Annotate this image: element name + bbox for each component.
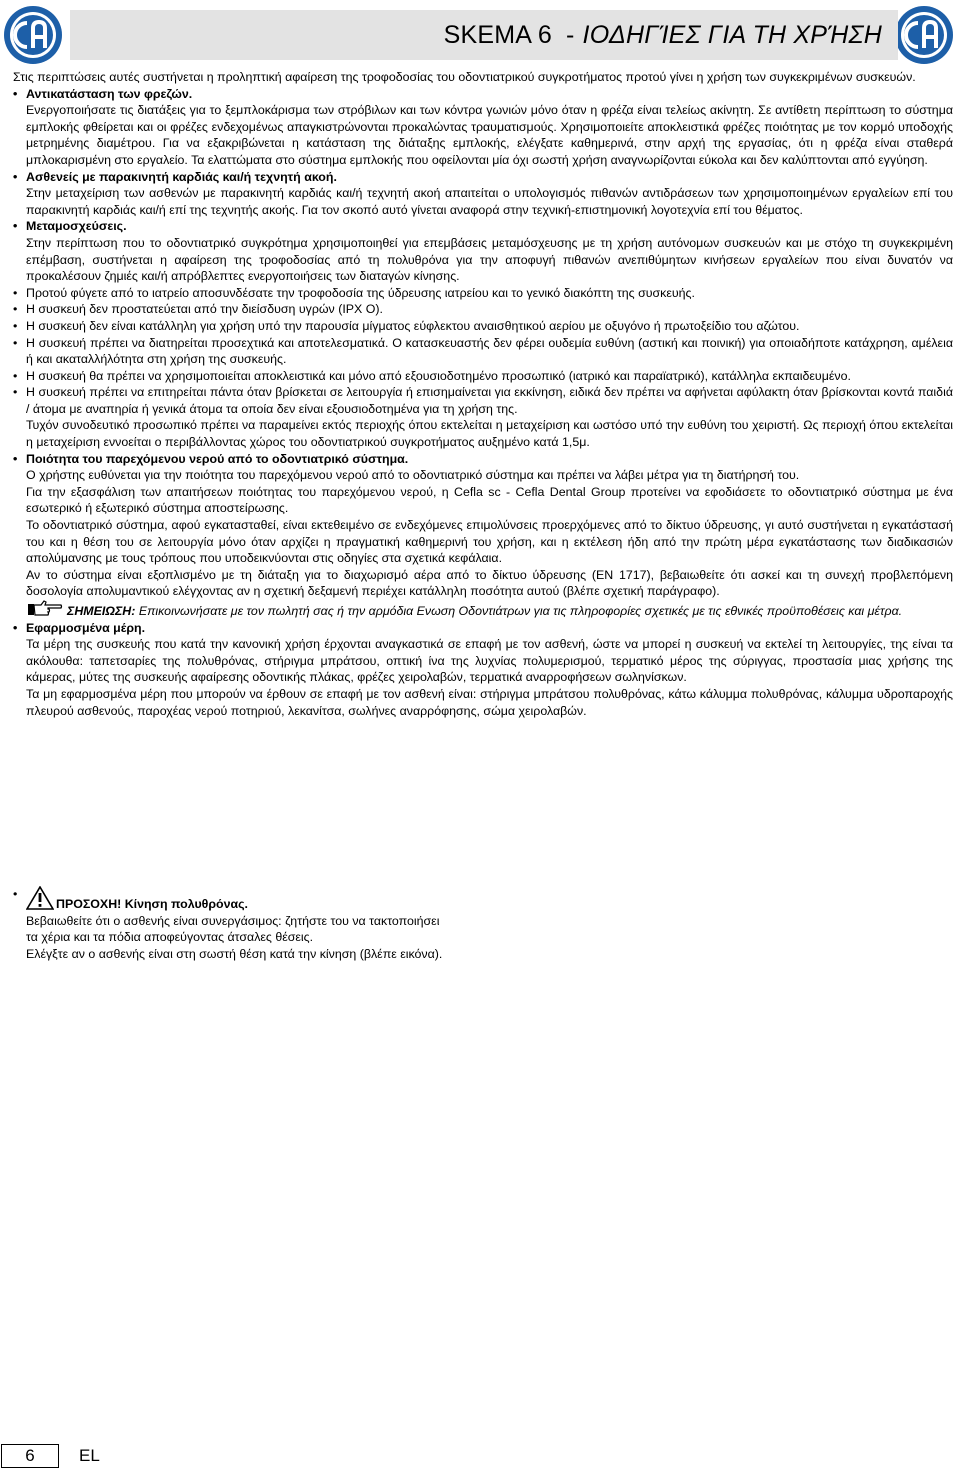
caution-line-1: Βεβαιωθείτε ότι ο ασθενής είναι συνεργάσιμος: ζητήστε του να τακτοποιήσει [26,913,440,928]
caution-title-line [13,886,713,913]
caution-title: ΠΡΟΣΟΧΗ! Κίνηση πολυθρόνας. [56,897,248,911]
section-title-pacemaker: • Ασθενείς με παρακινητή καρδιάς και/ή τεχνητή ακοή. [13,169,953,186]
bullet-staff: • Η συσκευή θα πρέπει να χρησιμοποιείται αποκλειστικά και μόνο από εξουσιοδοτημένο προσωπικό (ιατρικό και παραϊατρικό), κατάλληλα εκπαιδευμένο. [13,368,953,385]
page-number: 6 [1,1444,59,1468]
page-title-bar [70,10,898,60]
pointing-hand-icon [27,600,63,618]
section-text-burs: Ενεργοποιήσατε τις διατάξεις για το ξεμπλοκάρισμα των στρόβιλων και των κόντρα γωνιών μόνο όταν η φρέζα είναι τελείως ακίνητη. Σε αντίθετη περίπτωση το σύστημα εμπλοκής φθείρεται και οι φρέζες ενδεχομένως απαγκιστρώνονται προκαλώντας τραυματισμούς. Χρησιμοποιείτε αποκλειστικά φρέζες ποιότητας με τον κορμό υποδοχής μετρημένης διαμέτρου. Για να εξακριβώνεται η κατάσταση της διάταξης εμπλοκής, ελέγξατε καθημερινά, στην αρχή της εργασίας, ότι η φρέζα είναι σταθερά μπλοκαρισμένη στο εργαλείο. Τα ελαττώματα στο σύστημα εμπλοκής που οφείλονται μία όχι σωστή χρήση αναγνωρίζονται εύκολα και δεν καλύπτονται από εγγύηση. [26,103,953,167]
page-footer [1,1442,100,1469]
applied-parts-paragraph-1: Τα μέρη της συσκευής που κατά την κανονική χρήση έρχονται αναγκαστικά σε επαφή με τον ασθενή, ώστε να μπορεί η συσκευή να εκτελεί τη λειτουργίες, της είναι τα ακόλουθα: ταπετσαρίες της πολυθρόνας, στήριγμα μπράτσου, οπτική ίνα της λυχνίας πολυμερισμού, τερματικό μέρος της σύριγγας, προστασία μιας χρήσης της κάμερας, μύτες της συσκευής αφαίρεσης οδοντικής πλάκας, φρέζες χειρολαβών, τερματικά αναρροφήσεων σωληνίσκων. [26,637,953,685]
section-title-water: • Ποιότητα του παρεχόμενου νερού από το οδοντιατρικό σύστημα. [13,451,953,468]
caution-line-3: Ελέγξτε αν ο ασθενής είναι στη σωστή θέση κατά την κίνηση (βλέπε εικόνα). [26,946,443,961]
main-content [13,69,953,719]
intro-paragraph: Στις περιπτώσεις αυτές συστήνεται η προληπτική αφαίρεση της τροφοδοσίας του οδοντιατρικού συγκροτήματος προτού γίνει η χρήση των συγκεκριμένων συσκευών. [13,70,916,84]
caution-block [13,886,713,962]
bullet-maintenance: • Η συσκευή πρέπει να διατηρείται προσεχτικά και αποτελεσματικά. Ο κατασκευαστής δεν φέρει ουδεμία ευθύνη (αστική και ποινική) για οποιαδήποτε κατάχρηση, αμέλεια ή και ακαταλλήλότητα στη χρήση της συσκευής. [13,335,953,368]
water-paragraph-4: Αν το σύστημα είναι εξοπλισμένο με τη διάταξη για το διαχωρισμό αέρα από το δίκτυο ύδρευσης (EN 1717), βεβαιωθείτε ότι ασκεί και τη συνεχή προβλεπόμενη δοσολογία απολυμαντικού ελέγχοντας αν η σχετική δεξαμενή περιέχει κατάλληλη ποσότητα αυτού (βλέπε σχετική παράγραφο). [26,567,953,599]
note-label: ΣΗΜΕΙΩΣΗ: [67,604,136,618]
bullet-anaesthetic: • Η συσκευή δεν είναι κατάλληλη για χρήση υπό την παρουσία μίγματος εύφλεκτου αναισθητικού αερίου με οξυγόνο ή πρωτοξείδιο του αζώτου. [13,318,953,335]
section-title-burs: • Αντικατάσταση των φρεζών. [13,86,953,103]
page-title: SKEMA 6 [443,20,553,49]
bullet-ipx0: • Η συσκευή δεν προστατεύεται από την διείσδυση υγρών (IPX O). [13,301,953,318]
language-code: EL [79,1445,100,1465]
cefla-logo-left [2,4,64,66]
warning-triangle-icon [26,886,54,910]
cefla-logo-right [893,4,955,66]
supervision-continuation: Τυχόν συνοδευτικό προσωπικό πρέπει να παραμείνει εκτός περιοχής όπου εκτελείται η μεταχείριση και ωστόσο υπό την ευθύνη του χειριστή. Ως περιοχή όπου εκτελείται η μεταχείριση εννοείται ο περιβάλλοντας χώρος του οδοντιατρικού συγκροτήματος αυξημένο κατά 1,5μ. [26,418,953,450]
title-separator: - [566,20,575,49]
note-block [13,600,953,620]
bullet-supervision: • Η συσκευή πρέπει να επιτηρείται πάντα όταν βρίσκεται σε λειτουργία ή επισημαίνεται για εκκίνηση, ειδικά δεν πρέπει να αφήνεται αφύλακτη όταν βρίσκονται κοντά παιδιά / άτομα με αναπηρία ή γενικά άτομα τα οποία δεν είναι εξουσιοδοτημένα για τη χρήση της. [13,384,953,417]
applied-parts-paragraph-2: Τα μη εφαρμοσμένα μέρη που μπορούν να έρθουν σε επαφή με τον ασθενή είναι: στήριγμα μπράτσου πολυθρόνας, κάτω κάλυμμα πολυθρόνας, κάλυμμα υδροπαροχής πλευρού ασθενούς, παροχέας νερού ποτηριού, λεκανίτσα, σωλήνες αναρρόφησης, σώμα χειρολαβών. [26,686,953,718]
note-text: Επικοινωνήσατε με τον πωλητή σας ή την αρμόδια Ενωση Οδοντιάτρων για τις πληροφορίες σχετικές με τις εθνικές προϋποθέσεις και μέτρα. [138,604,903,618]
water-paragraph-1: Ο χρήστης ευθύνεται για την ποιότητα του παρεχόμενου νερού από το οδοντιατρικό σύστημα και πρέπει να λάβει μέτρα για τη διατήρησή του. [26,468,800,483]
caution-line-2: τα χέρια και τα πόδια αποφεύγοντας άτσαλες θέσεις. [26,930,314,945]
water-paragraph-2: Για την εξασφάλιση των απαιτήσεων ποιότητας του παρεχόμενου νερού, η Cefla sc - Cefla Dental Group προτείνει να εφοδιάσετε το οδοντιατρικό σύστημα με ένα εσωτερικό ή εξωτερικό σύστημα αποστείρωσης. [26,484,953,516]
section-title-applied-parts: • Εφαρμοσμένα μέρη. [13,620,953,637]
bullet-disconnect: • Προτού φύγετε από το ιατρείο αποσυνδέσατε την τροφοδοσία της ύδρευσης ιατρείου και το γενικό διακόπτη της συσκευής. [13,285,953,302]
water-paragraph-3: Το οδοντιατρικό σύστημα, αφού εγκατασταθεί, είναι εκτεθειμένο σε ενδεχόμενες επιμολύνσεις προερχόμενες από το δίκτυο ύδρευσης, γι αυτό συστήνεται η εγκατάστασή του και η θέση του σε λειτουργία μόνο όταν αρχίζει η πραγματική καθημερινή του χρήση, και η εκτέλεση ήδη από την πρώτη μέρα εγκατάστασης των διαδικασιών απολύμανσης με τους τρόπους που υποδεικνύονται στις οδηγίες στα σχετικά κεφάλαια. [26,518,953,566]
section-text-pacemaker: Στην μεταχείριση των ασθενών με παρακινητή καρδιάς και/ή τεχνητή ακοή απαιτείται ο υπολογισμός πιθανών αντιδράσεων των χρησιμοποιημένων εργαλείων επί του παρακινητή καρδιάς και/ή επί της τεχνητής ακοής. Για τον σκοπό αυτό γίνεται αναφορά στην τεχνική-επιστημονική λογοτεχνία επί του θέματος. [26,186,953,217]
section-text-implants: Στην περίπτωση που το οδοντιατρικό συγκρότημα χρησιμοποιηθεί για επεμβάσεις μεταμόσχευσης με τη χρήση αυτόνομων συσκευών και με στόχο τη συγκεκριμένη επέμβαση, συστήνεται η αφαίρεση της τροφοδοσίας από τη πολυθρόνα για την αποφυγή πιθανών ανεπιθύμητων κινήσεων εργαλείων που είναι δυνατόν να προκαλέσουν ζημιές και/ή απρόβλεπτες ενεργοποιήσεις των διαταγών κίνησης. [26,235,953,284]
section-title-implants: • Μεταμοσχεύσεις. [13,218,953,235]
page-subtitle: ΙΟΔΗΓΊΕΣ ΓΙΑ ΤΗ ΧΡΉΣΗ [582,20,882,49]
